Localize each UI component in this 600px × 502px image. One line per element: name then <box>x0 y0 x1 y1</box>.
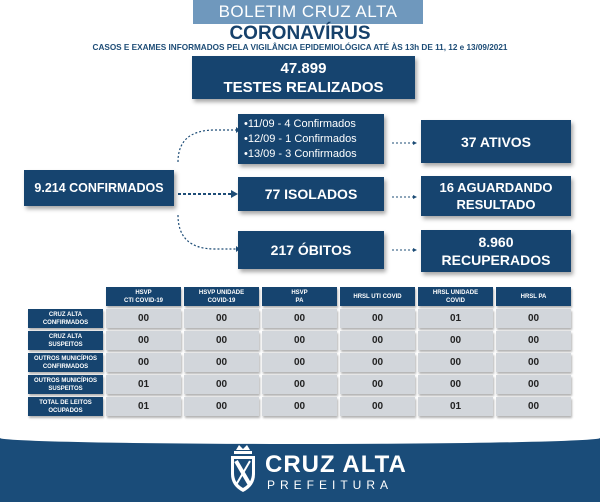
column-header-line: HRSL UNIDADE <box>432 289 479 296</box>
table-cell: 00 <box>340 309 415 328</box>
connector-daily <box>178 130 236 162</box>
row-header <box>28 331 103 350</box>
table-cell: 00 <box>340 397 415 416</box>
row-header-line: SUSPEITOS <box>48 385 83 392</box>
table-header-row <box>28 287 571 306</box>
table-cell: 00 <box>106 353 181 372</box>
table-cell: 00 <box>340 353 415 372</box>
table-cell: 00 <box>106 331 181 350</box>
column-header-line: COVID-19 <box>207 297 236 304</box>
table-cell: 00 <box>184 309 259 328</box>
arrow-head-icon <box>413 141 417 145</box>
table-row <box>28 331 571 350</box>
table-cell: 00 <box>184 397 259 416</box>
table-cell: 01 <box>418 309 493 328</box>
row-header-line: CRUZ ALTA <box>48 333 83 340</box>
daily-item: •13/09 - 3 Confirmados <box>244 147 357 160</box>
table-cell: 00 <box>340 375 415 394</box>
connector-deaths <box>178 215 236 249</box>
table-row <box>28 375 571 394</box>
table-cell: 00 <box>340 331 415 350</box>
table-cell: 00 <box>496 375 571 394</box>
table-cell: 00 <box>184 353 259 372</box>
column-header <box>496 287 571 306</box>
column-header-line: HRSL UTI COVID <box>353 293 402 300</box>
row-header <box>28 309 103 328</box>
page-title: CORONAVÍRUS <box>229 23 371 44</box>
table-cell: 01 <box>418 397 493 416</box>
row-header-line: OCUPADOS <box>48 407 83 414</box>
row-header <box>28 375 103 394</box>
footer-curve <box>0 438 600 444</box>
waiting-line2: RESULTADO <box>456 197 536 212</box>
isolated-box: 77 ISOLADOS <box>238 177 384 211</box>
table-cell: 00 <box>262 309 337 328</box>
table-cell: 00 <box>262 353 337 372</box>
column-header <box>262 287 337 306</box>
page-subtitle: CASOS E EXAMES INFORMADOS PELA VIGILÂNCIA EPIDEMIOLÓGICA ATÉ ÀS 13h DE 11, 12 e 13/09/2021 <box>92 43 508 52</box>
deaths-box: 217 ÓBITOS <box>238 231 384 269</box>
column-header-line: CTI COVID-19 <box>123 297 163 304</box>
footer-brand-name: CRUZ ALTA <box>265 451 407 478</box>
row-header <box>28 353 103 372</box>
tests-label: TESTES REALIZADOS <box>223 78 384 96</box>
row-header-line: CRUZ ALTA <box>48 311 83 318</box>
row-header-line: CONFIRMADOS <box>42 363 89 370</box>
column-header-line: HSVP <box>135 289 152 296</box>
row-header-line: SUSPEITOS <box>48 341 83 348</box>
hospital-beds-table <box>25 284 574 419</box>
table-cell: 00 <box>496 331 571 350</box>
column-header-line: HSVP <box>291 289 308 296</box>
column-header <box>340 287 415 306</box>
active-box: 37 ATIVOS <box>421 120 571 163</box>
row-header-line: TOTAL DE LEITOS <box>39 399 92 406</box>
column-header <box>418 287 493 306</box>
table-cell: 00 <box>496 353 571 372</box>
table-row <box>28 309 571 328</box>
daily-item: •12/09 - 1 Confirmados <box>244 132 357 145</box>
table-cell: 00 <box>106 309 181 328</box>
table-corner <box>28 287 103 306</box>
recovered-value: 8.960 <box>478 234 514 250</box>
row-header-line: OUTROS MUNICÍPIOS <box>33 355 97 362</box>
confirmed-box: 9.214 CONFIRMADOS <box>24 170 174 206</box>
daily-confirmed-box <box>238 114 384 164</box>
recovered-label: RECUPERADOS <box>441 252 551 268</box>
tests-value: 47.899 <box>280 59 327 77</box>
row-header-line: OUTROS MUNICÍPIOS <box>33 377 97 384</box>
column-header-line: HSVP UNIDADE <box>198 289 245 296</box>
arrow-head-icon <box>413 248 417 252</box>
waiting-box <box>421 176 571 216</box>
table-cell: 00 <box>496 397 571 416</box>
column-header <box>184 287 259 306</box>
waiting-line1: 16 AGUARDANDO <box>439 180 553 195</box>
table-row <box>28 353 571 372</box>
column-header-line: COVID <box>445 297 465 304</box>
table-cell: 00 <box>184 375 259 394</box>
table-cell: 00 <box>418 375 493 394</box>
column-header-line: PA <box>295 297 304 304</box>
table-cell: 01 <box>106 397 181 416</box>
column-header <box>106 287 181 306</box>
bulletin-banner: BOLETIM CRUZ ALTA <box>193 0 423 24</box>
footer-brand-sub: PREFEITURA <box>267 478 394 492</box>
table-cell: 00 <box>262 331 337 350</box>
daily-item: •11/09 - 4 Confirmados <box>244 117 356 130</box>
recovered-box <box>421 230 571 272</box>
column-header-line: HRSL PA <box>520 293 547 300</box>
table-cell: 00 <box>418 353 493 372</box>
arrow-head-icon <box>413 195 417 199</box>
table-cell: 01 <box>106 375 181 394</box>
table-cell: 00 <box>184 331 259 350</box>
table-row <box>28 397 571 416</box>
row-header-line: CONFIRMADOS <box>42 319 89 326</box>
city-crest-icon <box>227 444 259 494</box>
table-cell: 00 <box>418 331 493 350</box>
row-header <box>28 397 103 416</box>
table-cell: 00 <box>262 375 337 394</box>
table-cell: 00 <box>496 309 571 328</box>
table-cell: 00 <box>262 397 337 416</box>
arrow-head-icon <box>231 190 238 198</box>
